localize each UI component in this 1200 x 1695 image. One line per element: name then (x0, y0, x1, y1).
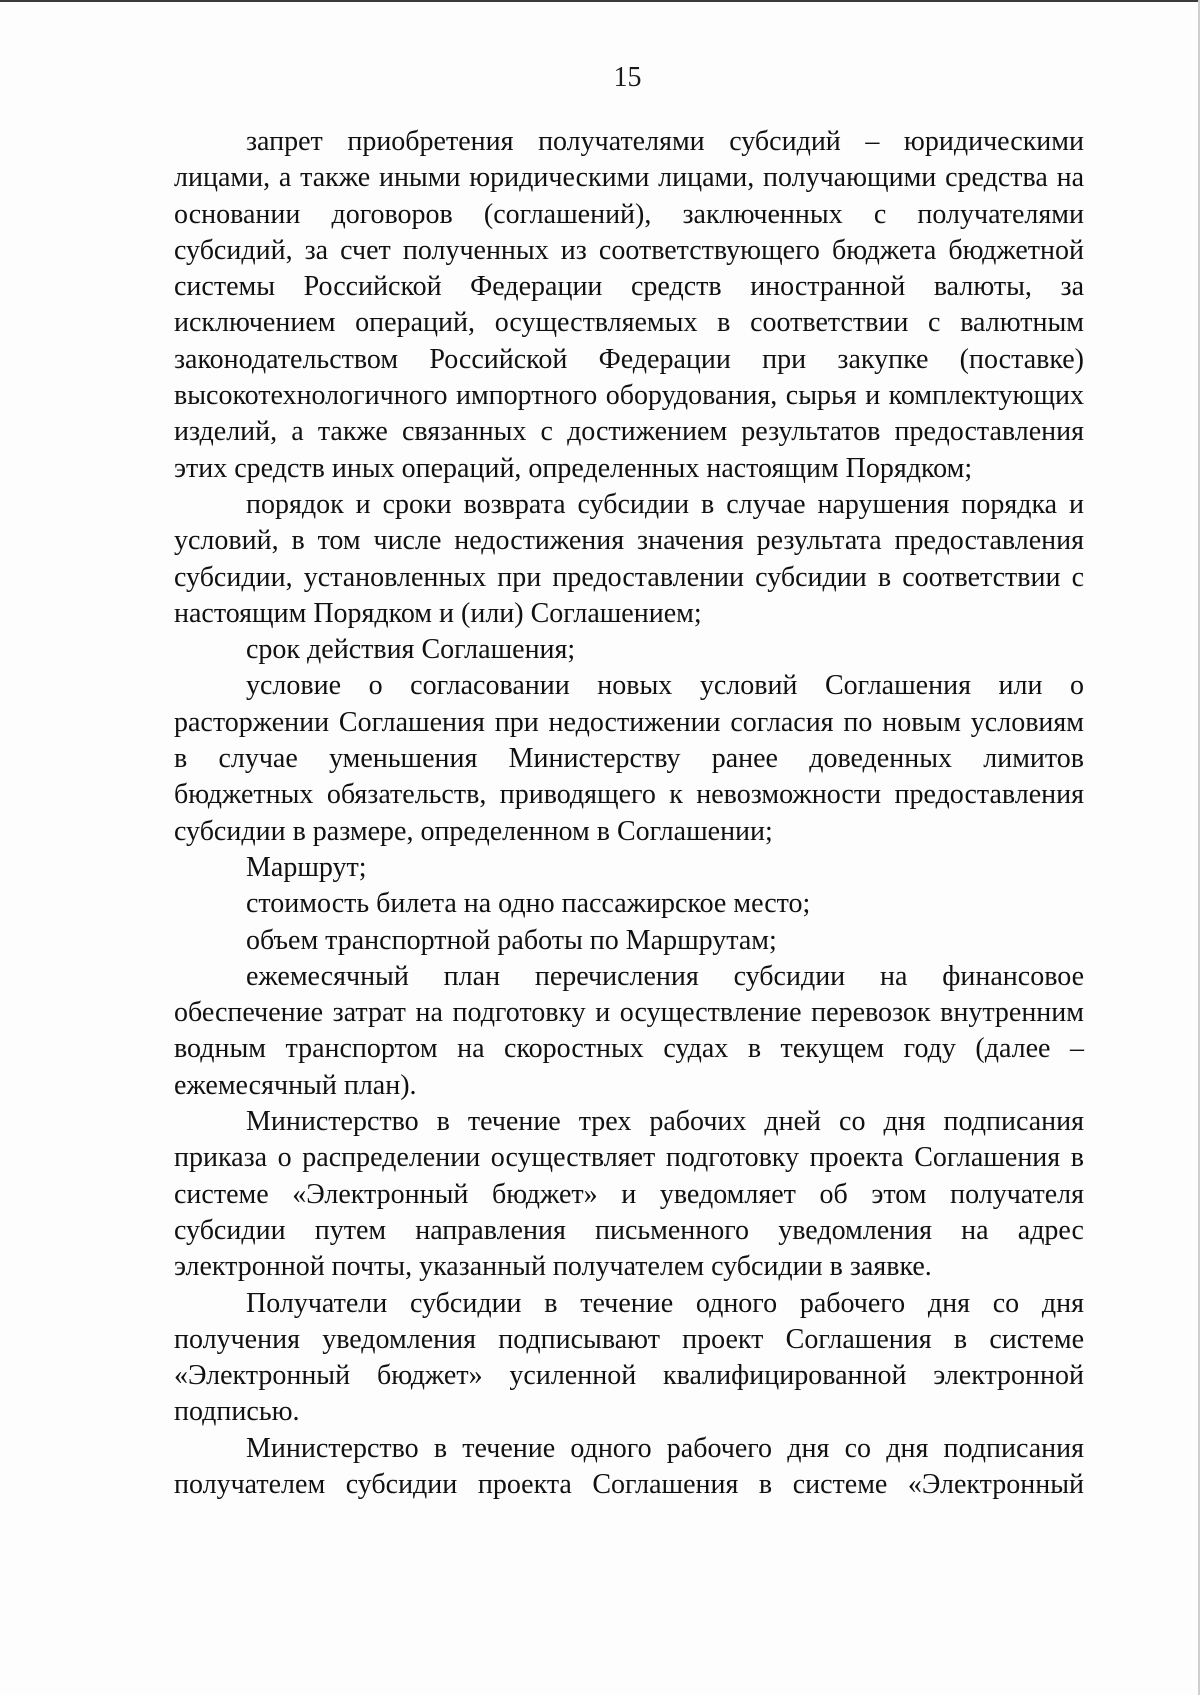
paragraph-agreement-term: срок действия Соглашения; (246, 634, 576, 666)
paragraph-ticket-cost: стоимость билета на одно пассажирское место; (246, 888, 811, 920)
paragraph-currency-ban: запрет приобретения получателями субсидий – юридическими лицами, а также иными юридическими лицами, получающими средства на основании договоров (соглашений), заключенных с получателями субсидий, за счет полученных из соответствующего бюджета бюджетной системы Российской Федерации средств иностранной валюты, за исключением операций, осуществляемых в соответствии с валютным законодательством Российской Федерации при закупке (поставке) высокотехнологичного импортного оборудования, сырья и комплектующих изделий, а также связанных с достижением результатов предоставления этих средств иных операций, определенных настоящим Порядком; (174, 126, 1084, 484)
page-number: 15 (613, 62, 642, 93)
document-body (174, 124, 1084, 1503)
paragraph-route: Маршрут; (246, 851, 367, 883)
paragraph-new-conditions: условие о согласовании новых условий Соглашения или о расторжении Соглашения при недостижении согласия по новым условиям в случае уменьшения Министерству ранее доведенных лимитов бюджетных обязательств, приводящего к невозможности предоставления субсидии в размере, определенном в Соглашении; (174, 670, 1084, 847)
paragraph-monthly-plan: ежемесячный план перечисления субсидии на финансовое обеспечение затрат на подготовку и осуществление перевозок внутренним водным транспортом на скоростных судах в текущем году (далее – ежемесячный план). (174, 960, 1084, 1101)
paragraph-recipients-sign: Получатели субсидии в течение одного рабочего дня со дня получения уведомления подписывают проект Соглашения в системе «Электронный бюджет» усиленной квалифицированной электронной подписью. (174, 1287, 1084, 1428)
paragraph-ministry-preparation: Министерство в течение трех рабочих дней со дня подписания приказа о распределении осуществляет подготовку проекта Соглашения в системе «Электронный бюджет» и уведомляет об этом получателя субсидии путем направления письменного уведомления на адрес электронной почты, указанный получателем субсидии в заявке. (174, 1106, 1084, 1283)
paragraph-transport-volume: объем транспортной работы по Маршрутам; (246, 924, 777, 956)
paragraph-ministry-signing: Министерство в течение одного рабочего дня со дня подписания получателем субсидии проекта Соглашения в системе «Электронный (174, 1432, 1084, 1500)
paragraph-refund-procedure: порядок и сроки возврата субсидии в случае нарушения порядка и условий, в том числе недостижения значения результата предоставления субсидии, установленных при предоставлении субсидии в соответствии с настоящим Порядком и (или) Соглашением; (174, 488, 1084, 629)
